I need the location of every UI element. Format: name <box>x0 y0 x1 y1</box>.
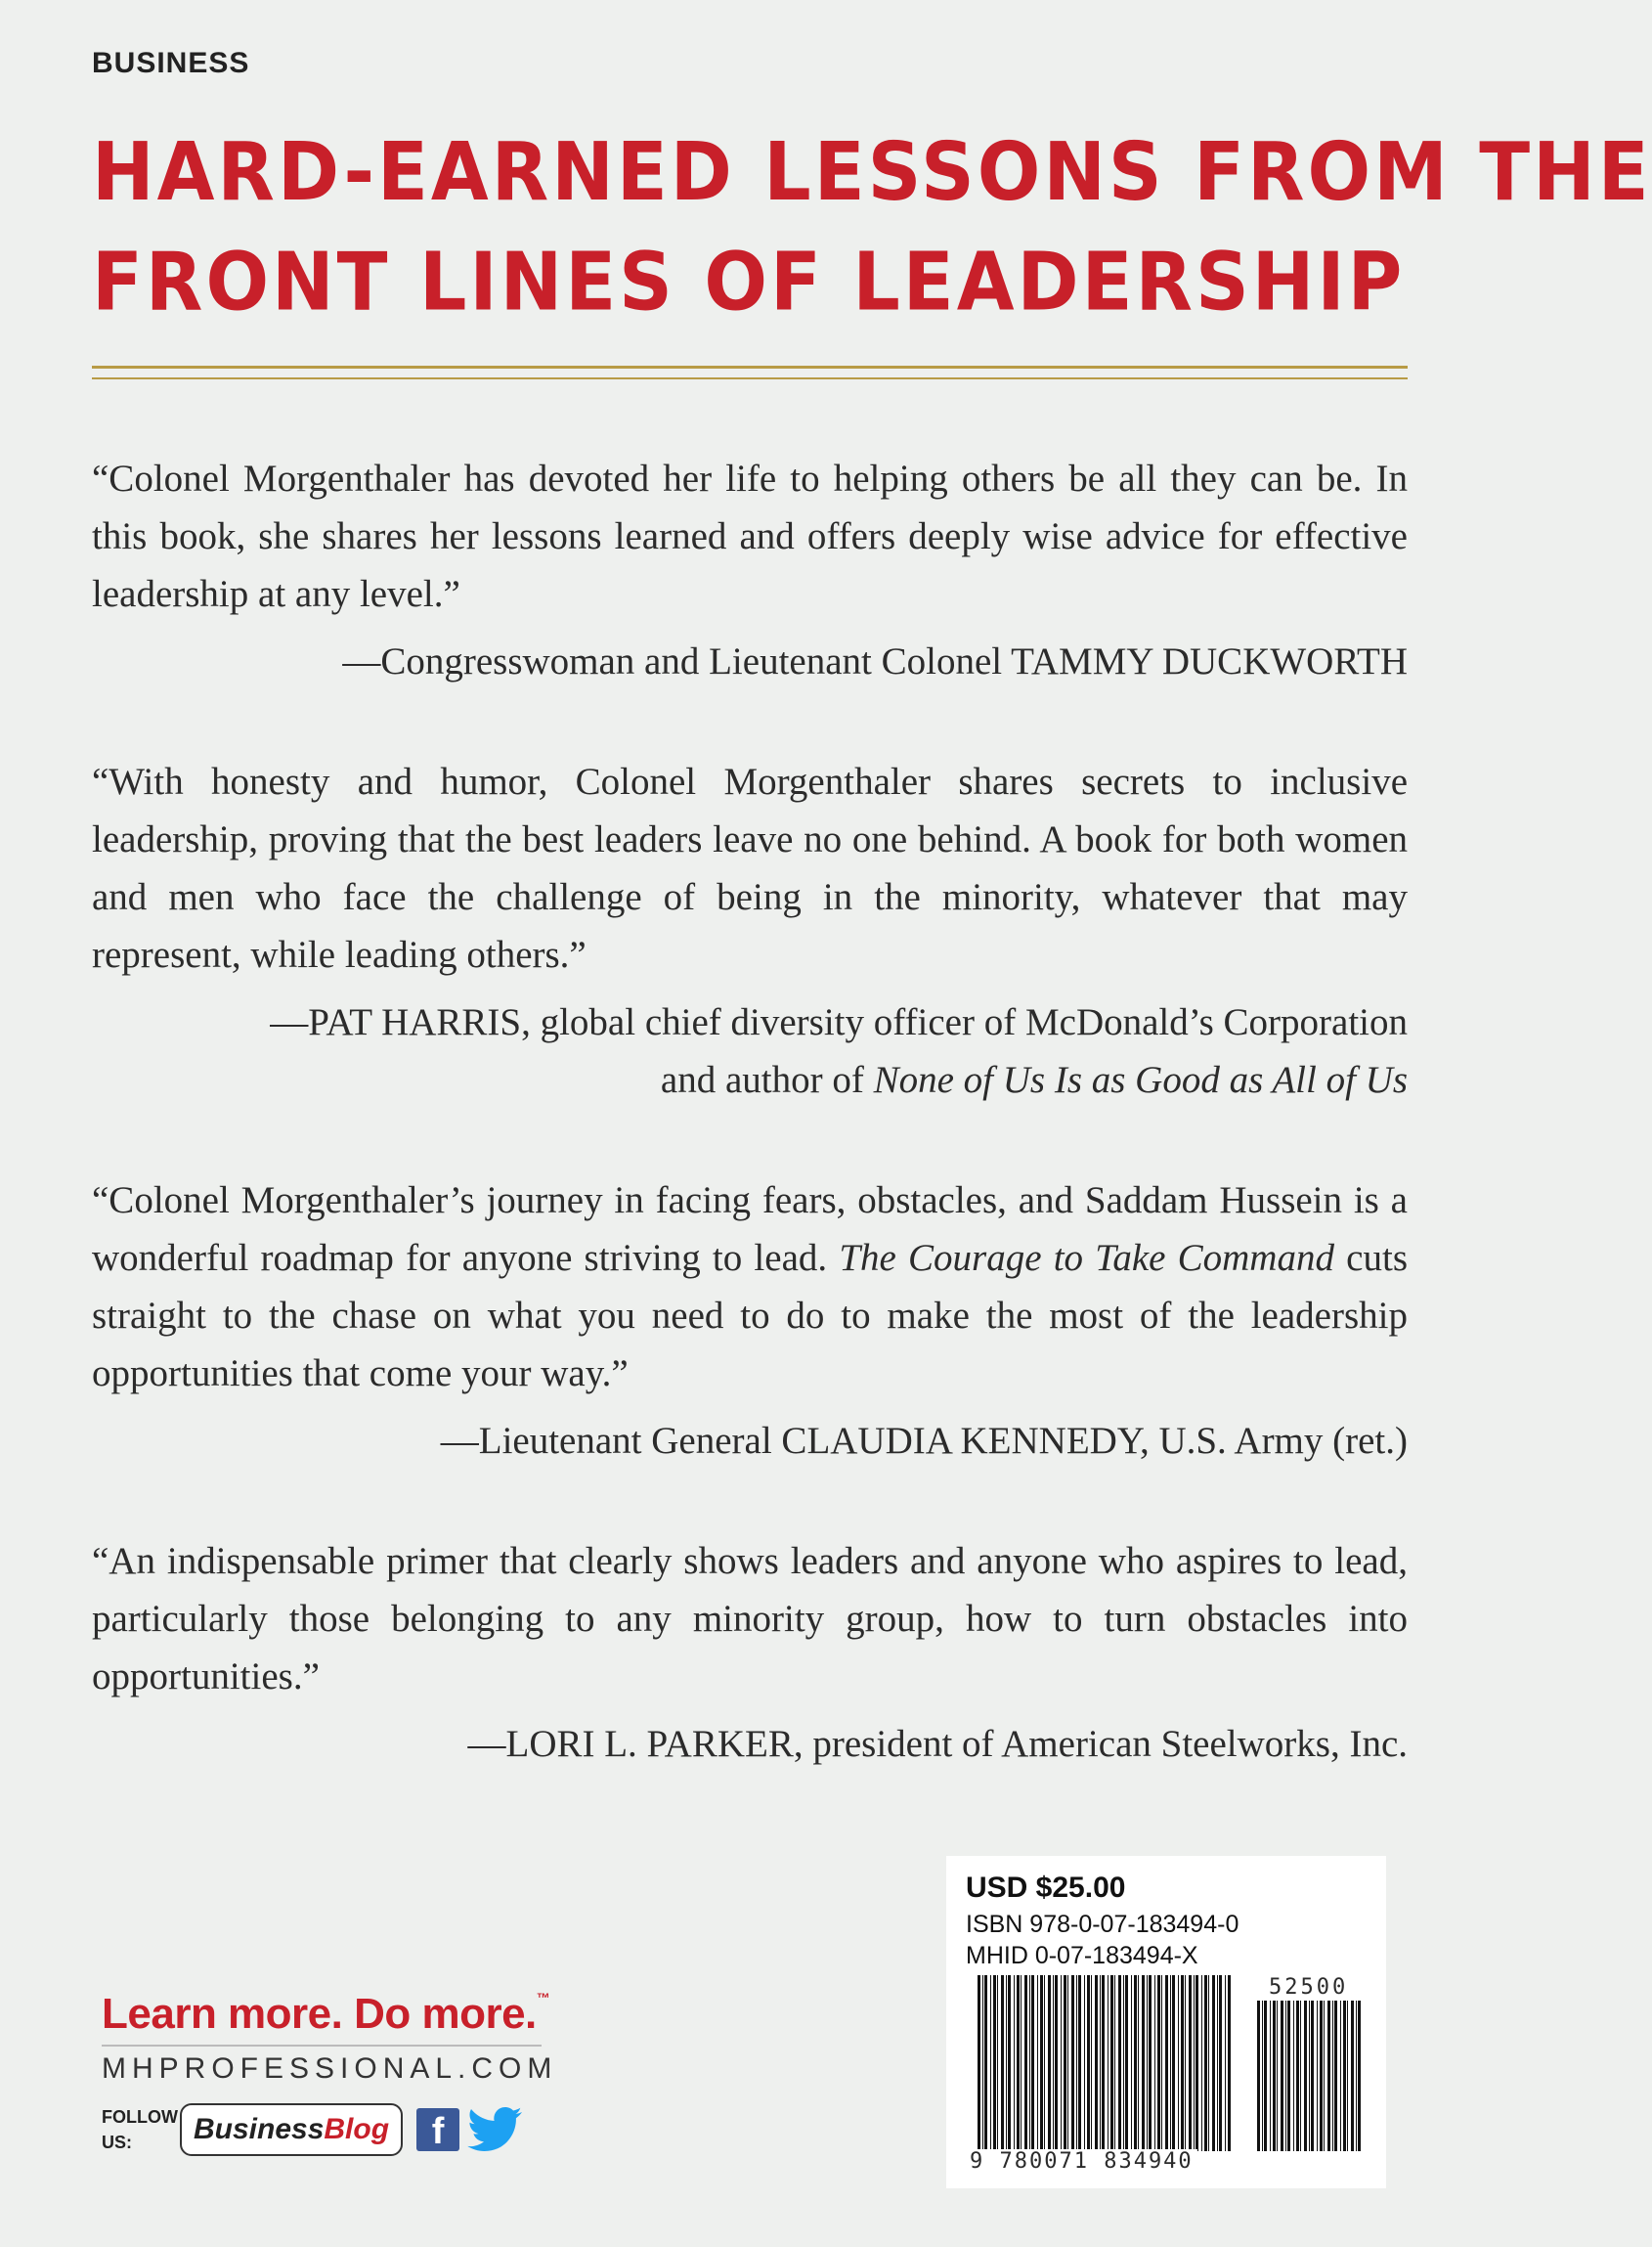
barcode-bar <box>1024 1975 1027 2151</box>
publisher-website[interactable]: MHPROFESSIONAL.COM <box>102 2045 542 2086</box>
barcode-bar <box>1181 1975 1184 2151</box>
barcode-bar <box>1149 1975 1152 2151</box>
quote-attribution <box>92 633 1408 690</box>
barcode-bar <box>993 1975 996 2151</box>
headline-line-2: FRONT LINES OF LEADERSHIP <box>92 234 1406 329</box>
barcode-bar <box>1324 2001 1325 2151</box>
barcode-bar <box>1172 1975 1175 2151</box>
barcode-bar <box>1053 1975 1054 2151</box>
barcode-bar <box>1142 1975 1145 2151</box>
barcode-bar <box>984 1975 987 2151</box>
quote-text: “Colonel Morgenthaler has devoted her life to helping others be all they can be. In this book, she shares her lessons learned and offers deeply wise advice for effective leadership at any level.” <box>92 458 1408 615</box>
barcode-bar <box>1356 2001 1357 2151</box>
barcode-bar <box>1102 1975 1105 2151</box>
barcode-bar <box>1067 1975 1068 2151</box>
barcode-bar <box>1304 2001 1307 2151</box>
barcode-bar <box>1287 2001 1290 2151</box>
headline <box>92 117 1652 337</box>
follow-text: US: <box>102 2133 132 2152</box>
quote-text: “An indispensable primer that clearly shows leaders and anyone who aspires to lead, particularly those belonging to any minority group, how to turn obstacles into opportunities.” <box>92 1540 1408 1697</box>
quote-attribution <box>92 1412 1408 1470</box>
barcode-bar <box>1157 1975 1160 2151</box>
barcode-bar <box>1125 1975 1128 2151</box>
quote-text: “With honesty and humor, Colonel Morgenthaler shares secrets to inclusive leadership, proving that the best leaders leave no one behind. A book for both women and men who face the challenge of being in the minority, whatever that may represent, while leading others.” <box>92 761 1408 976</box>
barcode-bar <box>1277 2001 1278 2151</box>
barcode-bar <box>1048 1975 1051 2151</box>
barcode-bar <box>1317 2001 1318 2151</box>
barcode-bar <box>1311 2001 1314 2151</box>
isbn: ISBN 978-0-07-183494-0 <box>966 1911 1239 1938</box>
barcode-bar <box>1110 1975 1113 2151</box>
category-label: BUSINESS <box>92 47 250 79</box>
barcode-bar <box>1196 1975 1198 2151</box>
divider-top <box>92 366 1408 369</box>
barcode-bar <box>1334 2001 1337 2151</box>
publisher-tagline <box>102 1990 549 2039</box>
barcode-bar <box>1091 1975 1092 2151</box>
barcode-bar <box>1351 2001 1354 2151</box>
barcode-bar <box>1189 1975 1192 2151</box>
barcode-bar <box>1300 2001 1301 2151</box>
quote-1 <box>92 450 1408 690</box>
barcode-bar <box>1293 2001 1294 2151</box>
quote-4 <box>92 1532 1408 1773</box>
mhid: MHID 0-07-183494-X <box>966 1942 1198 1969</box>
barcode-bar <box>1262 2001 1263 2151</box>
attribution-line: —Congresswoman and Lieutenant Colonel TAMMY DUCKWORTH <box>342 640 1408 683</box>
barcode-bar <box>1040 1975 1043 2151</box>
barcode-bar <box>1285 2001 1286 2151</box>
barcode-bar <box>1340 2001 1341 2151</box>
quote-text-part: cuts straight to the chase on what you need to do to make the most of the leadership opportunities that come your way.” <box>92 1237 1408 1394</box>
barcode-number: 9 780071 834940 <box>966 2149 1197 2174</box>
barcode-bar <box>1208 1975 1209 2151</box>
barcode-bar <box>1194 1975 1195 2151</box>
barcode-addon-number: 52500 <box>1269 1975 1349 2000</box>
barcode-bar <box>1320 2001 1323 2151</box>
barcode-bar <box>1006 1975 1007 2151</box>
barcode-bar <box>1212 1975 1215 2151</box>
barcode-bar <box>1204 1975 1207 2151</box>
publisher-footer <box>102 1990 558 2156</box>
attribution-prefix: and author of <box>660 1059 874 1101</box>
barcode-bar <box>1014 1975 1015 2151</box>
barcode-bar <box>1114 1975 1115 2151</box>
barcode-bar <box>1201 1975 1202 2151</box>
barcode-bar <box>1100 1975 1101 2151</box>
barcode-bar <box>1309 2001 1310 2151</box>
price-barcode-label <box>946 1856 1386 2188</box>
barcode-bar <box>1264 2001 1267 2151</box>
barcode-bar <box>1332 2001 1333 2151</box>
attribution-line: —PAT HARRIS, global chief diversity officer of McDonald’s Corporation <box>270 1001 1408 1043</box>
barcode-bar <box>1343 2001 1346 2151</box>
barcode-bar <box>1217 1975 1218 2151</box>
quote-2 <box>92 753 1408 1109</box>
barcode-bar <box>1031 1975 1034 2151</box>
barcode-bar <box>1118 1975 1121 2151</box>
barcode-bar <box>1228 1975 1231 2151</box>
barcode-bar <box>982 1975 983 2151</box>
barcode-bar <box>1008 1975 1011 2151</box>
follow-label <box>102 2104 180 2155</box>
barcode-bar <box>1131 1975 1132 2151</box>
follow-text: FOLLOW <box>102 2107 178 2127</box>
quote-text-part: “Colonel Morgenthaler’s journey in facing fears, obstacles, and Saddam Hussein is a wonderful roadmap for anyone striving to lead. <box>92 1179 1408 1279</box>
attribution-line <box>92 1051 1408 1109</box>
barcode-bar <box>997 1975 998 2151</box>
quote-attribution <box>92 993 1408 1109</box>
quotes-section <box>92 450 1408 1835</box>
addon-barcode-icon <box>1257 2001 1365 2151</box>
trademark-mark: ™ <box>536 1990 550 2005</box>
barcode-bar <box>1123 1975 1124 2151</box>
barcode-bar <box>1154 1975 1155 2151</box>
barcode-bar <box>1134 1975 1137 2151</box>
barcode-bar <box>1170 1975 1171 2151</box>
barcode-bar <box>1017 1975 1020 2151</box>
tagline-text: Learn more. Do more. <box>102 1990 537 2038</box>
quote-3 <box>92 1171 1408 1470</box>
barcode-bar <box>1138 1975 1139 2151</box>
barcode-bar <box>1347 2001 1348 2151</box>
barcode-bar <box>1358 2001 1361 2151</box>
price: USD $25.00 <box>966 1872 1126 1904</box>
barcode-bar <box>978 1975 980 2151</box>
blog-label-part: Business <box>194 2113 325 2145</box>
book-title: None of Us Is as Good as All of Us <box>873 1059 1408 1101</box>
barcode-bar <box>1078 1975 1081 2151</box>
barcode-bar <box>1185 1975 1186 2151</box>
quote-attribution <box>92 1715 1408 1773</box>
barcode-bar <box>1257 2001 1260 2151</box>
barcode-bar <box>1219 1975 1222 2151</box>
barcode-bar <box>1296 2001 1299 2151</box>
social-links <box>102 2103 549 2156</box>
barcode-bar <box>1095 1975 1098 2151</box>
barcode-bar <box>1021 1975 1022 2151</box>
barcode-bar <box>1087 1975 1090 2151</box>
facebook-icon[interactable]: f <box>416 2108 459 2151</box>
headline-line-1: HARD-EARNED LESSONS FROM THE <box>92 124 1652 219</box>
barcode-bar <box>1108 1975 1109 2151</box>
barcode-bar <box>1281 2001 1283 2151</box>
barcode-bar <box>1001 1975 1004 2151</box>
barcode-bar <box>1055 1975 1058 2151</box>
divider-bottom <box>92 377 1408 379</box>
barcode-bar <box>1037 1975 1038 2151</box>
barcode-bar <box>1064 1975 1066 2151</box>
barcode-bar <box>1147 1975 1148 2151</box>
barcode-bar <box>1178 1975 1179 2151</box>
barcode-bar <box>1061 1975 1062 2151</box>
barcode-bar <box>1273 2001 1276 2151</box>
book-title: The Courage to Take Command <box>839 1237 1334 1279</box>
barcode-bar <box>1225 1975 1226 2151</box>
blog-label-part: Blog <box>324 2113 390 2145</box>
attribution-line: —LORI L. PARKER, president of American Steelworks, Inc. <box>467 1723 1408 1765</box>
barcode-bar <box>1161 1975 1162 2151</box>
barcode-bar <box>1270 2001 1271 2151</box>
business-blog-button[interactable] <box>180 2103 403 2156</box>
barcode-bar <box>1029 1975 1030 2151</box>
barcode-bar <box>1076 1975 1077 2151</box>
barcode-bar <box>990 1975 991 2151</box>
barcode-bar <box>1084 1975 1085 2151</box>
quote-text <box>92 1171 1408 1402</box>
twitter-icon[interactable] <box>469 2107 524 2152</box>
barcode-bar <box>1165 1975 1168 2151</box>
barcode-icon <box>978 1975 1232 2151</box>
attribution-line: —Lieutenant General CLAUDIA KENNEDY, U.S. Army (ret.) <box>440 1420 1408 1462</box>
barcode-bar <box>1044 1975 1045 2151</box>
barcode-bar <box>1071 1975 1074 2151</box>
barcode-bar <box>1327 2001 1330 2151</box>
